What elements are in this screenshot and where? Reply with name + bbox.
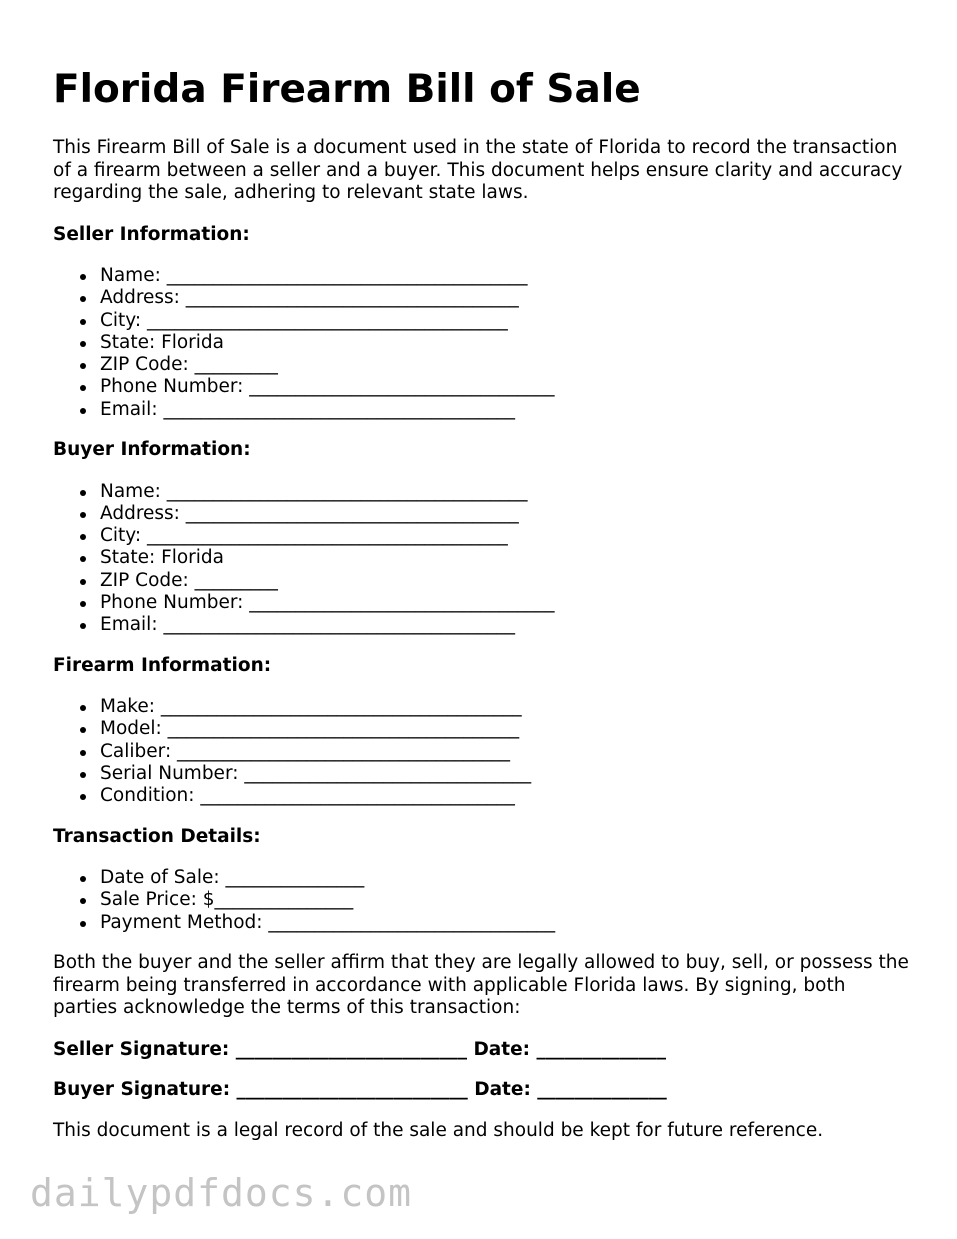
transaction-section-heading: Transaction Details: [53, 825, 261, 847]
buyer-field-list [53, 481, 913, 637]
firearm-model-field[interactable]: Model: ______________________________________ [100, 718, 913, 740]
buyer-address-field[interactable]: Address: ____________________________________ [100, 503, 913, 525]
page-title: Florida Firearm Bill of Sale [53, 67, 641, 112]
sale-price-field[interactable]: Sale Price: $_______________ [100, 889, 913, 911]
seller-address-field[interactable]: Address: ____________________________________ [100, 287, 913, 309]
buyer-signature-line[interactable]: Buyer Signature: _________________________ Date: ______________ [53, 1079, 667, 1101]
firearm-serial-field[interactable]: Serial Number: _______________________________ [100, 763, 913, 785]
firearm-make-field[interactable]: Make: _______________________________________ [100, 696, 913, 718]
affirmation-paragraph: Both the buyer and the seller affirm that they are legally allowed to buy, sell, or possess the firearm being transferred in accordance with applicable Florida laws. By signing, both parties acknowledge the terms of this transaction: [53, 952, 909, 1019]
firearm-field-list [53, 696, 913, 807]
seller-name-field[interactable]: Name: _______________________________________ [100, 265, 913, 287]
buyer-state-field: State: Florida [100, 547, 913, 569]
seller-state-field: State: Florida [100, 332, 913, 354]
footer-note: This document is a legal record of the sale and should be kept for future reference. [53, 1119, 824, 1141]
seller-signature-line[interactable]: Seller Signature: _________________________ Date: ______________ [53, 1038, 667, 1060]
document [53, 66, 913, 1142]
seller-section-heading: Seller Information: [53, 223, 250, 245]
seller-zip-field[interactable]: ZIP Code: _________ [100, 354, 913, 376]
seller-phone-field[interactable]: Phone Number: _________________________________ [100, 376, 913, 398]
buyer-zip-field[interactable]: ZIP Code: _________ [100, 570, 913, 592]
buyer-city-field[interactable]: City: _______________________________________ [100, 525, 913, 547]
seller-city-field[interactable]: City: _______________________________________ [100, 310, 913, 332]
buyer-section-heading: Buyer Information: [53, 439, 251, 461]
buyer-name-field[interactable]: Name: _______________________________________ [100, 481, 913, 503]
firearm-section-heading: Firearm Information: [53, 654, 272, 676]
seller-email-field[interactable]: Email: ______________________________________ [100, 399, 913, 421]
watermark: dailypdfdocs.com [30, 1171, 413, 1215]
firearm-condition-field[interactable]: Condition: __________________________________ [100, 785, 913, 807]
payment-method-field[interactable]: Payment Method: _______________________________ [100, 912, 913, 934]
transaction-field-list [53, 867, 913, 934]
seller-field-list [53, 265, 913, 421]
buyer-phone-field[interactable]: Phone Number: _________________________________ [100, 592, 913, 614]
date-of-sale-field[interactable]: Date of Sale: _______________ [100, 867, 913, 889]
firearm-caliber-field[interactable]: Caliber: ____________________________________ [100, 741, 913, 763]
intro-paragraph: This Firearm Bill of Sale is a document used in the state of Florida to record the transaction of a firearm between a seller and a buyer. This document helps ensure clarity and accuracy regarding the sale, adhering to relevant state laws. [53, 137, 903, 203]
buyer-email-field[interactable]: Email: ______________________________________ [100, 614, 913, 636]
